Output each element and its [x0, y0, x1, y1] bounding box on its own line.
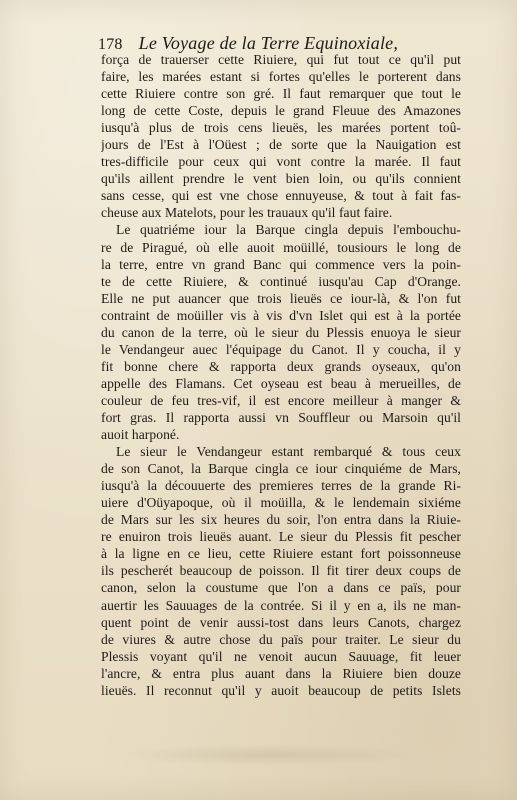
text-line: l'ancre, & entra plus auant dans la Riuiere bien douze	[101, 665, 461, 681]
text-line: auoit harponé.	[101, 427, 180, 443]
text-line: long de cette Coste, depuis le grand Fleuue des Amazones	[101, 103, 461, 119]
text-line: Le quatriéme iour la Barque cingla depuis l'embouchu-	[116, 222, 461, 238]
text-line: le Vendangeur auec l'équipage du Canot. Il y coucha, il y	[101, 341, 461, 357]
text-line: fit bonne chere & rapporta deux grands oyseaux, qu'on	[101, 358, 461, 374]
text-line: jours de l'Est à l'Oüest ; de sorte que la Nauigation est	[101, 137, 461, 153]
text-line: à la ligne en ce lieu, cette Riuiere estant fort poissonneuse	[101, 546, 461, 562]
paper-smudge	[112, 744, 422, 766]
text-line: cette Riuiere contre son gré. Il faut remarquer que tout le	[101, 86, 461, 102]
text-line: ils pescherét beaucoup de poisson. Il fit tirer deux coups de	[101, 563, 461, 579]
text-line: Elle ne put auancer que trois lieuës ce iour-là, & l'on fut	[101, 290, 461, 306]
text-line: quent point de venir aussi-tost dans leurs Canots, chargez	[101, 614, 461, 630]
text-line: re enuiron trois lieuës auant. Le sieur du Plessis fit pescher	[101, 529, 461, 545]
text-line: te de cette Riuiere, & continué iusqu'au Cap d'Orange.	[101, 273, 461, 289]
text-line: cheuse aux Matelots, pour les trauaux qu'il faut faire.	[101, 205, 393, 221]
text-line: lieuës. Il reconnut qu'il y auoit beaucoup de petits Islets	[101, 682, 461, 698]
text-line: uiere d'Oüyapoque, où il moüilla, & le lendemain sixiéme	[101, 495, 461, 511]
text-line: auertir les Sauuages de la contrée. Si il y en a, ils ne man-	[101, 597, 461, 613]
text-line: tres-difficile pour ceux qui vont contre la marée. Il faut	[101, 154, 461, 170]
text-line: de viures & autre chose du païs pour traiter. Le sieur du	[101, 631, 461, 647]
text-line: Plessis voyant qu'il ne venoit aucun Sauuage, fit leuer	[101, 648, 461, 664]
text-line: couleur de feu tres-vif, il est encore meilleur à manger &	[101, 392, 461, 408]
text-line: canon, selon la coustume que l'on a dans ce païs, pour	[101, 580, 461, 596]
text-line: appelle des Flamans. Cet oyseau est beau à merueilles, de	[101, 375, 461, 391]
text-line: de Mars sur les six heures du soir, l'on entra dans la Riuie-	[101, 512, 461, 528]
text-line: du canon de la terre, où le sieur du Plessis enuoya le sieur	[101, 324, 461, 340]
text-line: re de Piragué, où elle auoit moüillé, tousiours le long de	[101, 239, 461, 255]
text-line: de son Canot, la Barque cingla ce iour cinquiéme de Mars,	[101, 461, 461, 477]
text-line: iusqu'à la découuerte des premieres terres de la grande Ri-	[101, 478, 461, 494]
text-line: qu'ils aillent prendre le vent bien loin, ou qu'ils connient	[101, 171, 461, 187]
text-line: la terre, entre vn grand Banc qui commence vers la poin-	[101, 256, 461, 272]
page-header	[98, 24, 458, 54]
text-line: contraint de moüiller vis à vis d'vn Islet qui est à la portée	[101, 307, 461, 323]
running-title: Le Voyage de la Terre Equinoxiale,	[138, 33, 399, 53]
text-line: Le sieur le Vendangeur estant rembarqué & tous ceux	[116, 444, 461, 460]
body-text	[101, 51, 461, 699]
page-number: 178	[98, 36, 123, 53]
text-line: sans cesse, qui est vne chose ennuyeuse, & tout à fait fas-	[101, 188, 461, 204]
text-line: força de trauerser cette Riuiere, qui fut tout ce qu'il put	[101, 52, 461, 67]
text-line: faire, les marées estant si fortes qu'elles le porterent dans	[101, 69, 461, 85]
text-line: fort gras. Il rapporta aussi vn Souffleur ou Marsoin qu'il	[101, 409, 461, 425]
text-line: iusqu'à plus de trois cens lieuës, les marées portent toû-	[101, 120, 461, 136]
